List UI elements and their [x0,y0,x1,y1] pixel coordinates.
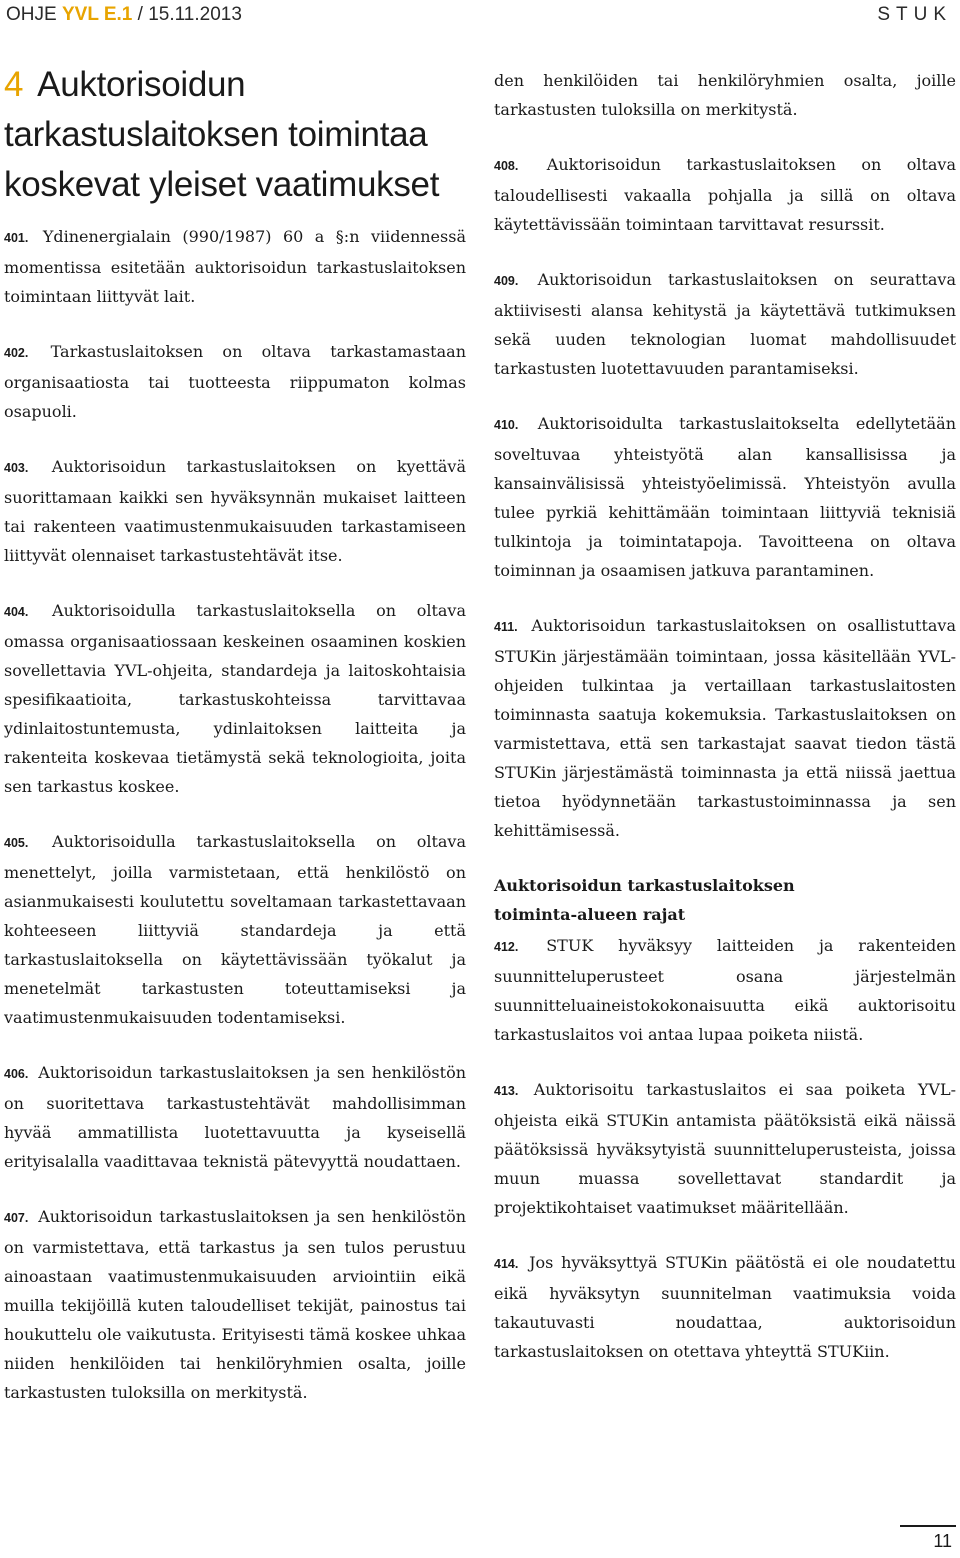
paragraph-number: 412. [494,940,519,954]
guide-date: 15.11.2013 [148,4,242,25]
footer-divider [900,1525,956,1527]
paragraph-412 [494,931,956,1049]
paragraph-406 [4,1058,466,1176]
section-title [4,60,466,210]
paragraph-407 [4,1202,466,1407]
paragraph-text: Auktorisoidulla tarkastuslaitoksella on oltava omassa organisaatiossaan keskeinen osaaminen koskien sovellettavia YVL-ohjeita, standardeja ja laitoskohtaisia spesifikaatioita, tarkastuskohteissa tarvittavaa ydinlaitostuntemusta, ydinlaitoksen laitteita ja rakenteita koskevaa tietämystä sekä teknologioita, joita sen tarkastus koskee. [4,601,466,796]
page-number: 11 [933,1531,952,1551]
paragraph-411 [494,611,956,845]
document-id [6,4,242,26]
organization-name: STUK [877,4,952,25]
paragraph-number: 401. [4,231,29,245]
section-number: 4 [4,65,24,104]
paragraph-404 [4,596,466,801]
paragraph-409 [494,265,956,383]
paragraph-number: 409. [494,274,519,288]
paragraph-number: 413. [494,1084,519,1098]
paragraph-403 [4,452,466,570]
paragraph-text: STUK hyväksyy laitteiden ja rakenteiden suunnitteluperusteet osana järjestelmän suunnitteluaineistokokonaisuutta eikä auktorisoitu tarkastuslaitos voi antaa lupaa poiketa niistä. [494,936,956,1044]
paragraph-405 [4,827,466,1032]
paragraph-number: 410. [494,418,519,432]
subsection-heading [494,871,956,929]
page-header [0,4,960,32]
paragraph-text: Auktorisoidun tarkastuslaitoksen on kyettävä suorittamaan kaikki sen hyväksynnän mukaiset laitteen tai rakenteen vaatimustenmukaisuuden tarkastamiseen liittyvät olennaiset tarkastustehtävät itse. [4,457,466,565]
right-column [494,66,956,1392]
paragraph-number: 404. [4,605,29,619]
guide-code: YVL E.1 [61,4,133,25]
paragraph-text: Jos hyväksyttyä STUKin päätöstä ei ole noudatettu eikä hyväksytyn suunnitelman vaatimuksia voida takautuvasti noudattaa, auktorisoidun tarkastuslaitoksen on otettava yhteyttä STUKiin. [494,1253,956,1361]
paragraph-number: 406. [4,1067,29,1081]
paragraph-number: 402. [4,346,29,360]
section-title-text: Auktorisoidun tarkastuslaitoksen toimintaa koskevat yleiset vaatimukset [4,65,440,204]
subsection-heading-line2: toiminta-alueen rajat [494,905,686,924]
paragraph-text: Auktorisoidulla tarkastuslaitoksella on oltava menettelyt, joilla varmistetaan, että henkilöstö on asianmukaisesti koulutettu soveltamaan tarkastettavaan kohteeseen liittyviä standardeja ja että tarkastuslaitoksella on käytettävissään työkalut ja menetelmät tarkastusten toteuttamiseksi ja vaatimustenmukaisuuden todentamiseksi. [4,832,466,1027]
paragraph-number: 407. [4,1211,29,1225]
paragraph-408 [494,150,956,239]
paragraph-410 [494,409,956,585]
paragraph-402 [4,337,466,426]
paragraph-text: Auktorisoidun tarkastuslaitoksen ja sen henkilöstön on suoritettava tarkastustehtävät mahdollisimman hyvää ammatillista luotettavuutta ja kyseisellä erityisalalla vaadittavaa teknistä pätevyyttä noudattaen. [4,1063,467,1171]
paragraph-401 [4,222,466,311]
left-column [4,60,466,1433]
paragraph-number: 408. [494,159,519,173]
paragraph-number: 414. [494,1257,519,1271]
paragraph-414 [494,1248,956,1366]
paragraph-text: Auktorisoitu tarkastuslaitos ei saa poiketa YVL-ohjeista eikä STUKin antamista päätöksistä eikä näissä päätöksissä hyväksytyistä suunnitteluperusteista, joissa muun muassa sovellettavat standardit ja projektikohtaiset vaatimukset määritellään. [494,1080,956,1217]
paragraph-text: Auktorisoidun tarkastuslaitoksen on seurattava aktiivisesti alansa kehitystä ja käytettävä tutkimuksen sekä uuden teknologian luomat mahdollisuudet tarkastusten luotettavuuden parantamiseksi. [494,270,956,378]
paragraph-number: 411. [494,620,518,634]
paragraph-413 [494,1075,956,1222]
paragraph-number: 403. [4,461,29,475]
paragraph-number: 405. [4,836,29,850]
paragraph-text: Auktorisoidun tarkastuslaitoksen on osallistuttava STUKin järjestämään toimintaan, jossa käsitellään YVL-ohjeiden tulkintaa ja vertaillaan tarkastuslaitosten toiminnasta saatuja kokemuksia. Tarkastuslaitoksen on varmistettava, että sen tarkastajat saavat tiedon tästä STUKin järjestämästä toiminnasta ja että niissä jaettua tietoa hyödynnetään tarkastustoiminnassa ja sen kehittämisessä. [494,616,956,840]
paragraph-text: Auktorisoidun tarkastuslaitoksen ja sen henkilöstön on varmistettava, että tarkastus ja sen tulos perustuu ainoastaan vaatimustenmukaisuuden arviointiin eikä muilla tekijöillä kuten taloudelliset tekijät, painostus tai houkuttelu ole vaikutusta. Erityisesti tämä koskee uhkaa niiden henkilöiden tai henkilöryhmien osalta, joille tarkastusten tuloksilla on merkitystä. [4,1207,467,1402]
guide-label: OHJE [6,4,57,25]
paragraph-text: Auktorisoidun tarkastuslaitoksen on oltava taloudellisesti vakaalla pohjalla ja sillä on oltava käytettävissään toimintaan tarvittavat resurssit. [494,155,956,234]
paragraph-text: Tarkastuslaitoksen on oltava tarkastamastaan organisaatiosta tai tuotteesta riippumaton kolmas osapuoli. [4,342,466,421]
subsection-heading-line1: Auktorisoidun tarkastuslaitoksen [494,876,795,895]
paragraph-text: Ydinenergialain (990/1987) 60 a §:n viidennessä momentissa esitetään auktorisoidun tarkastuslaitoksen toimintaan liittyvät lait. [4,227,466,306]
paragraph-407-continuation: den henkilöiden tai henkilöryhmien osalta, joille tarkastusten tuloksilla on merkitystä. [494,71,956,119]
header-separator: / [137,4,143,25]
paragraph-text: Auktorisoidulta tarkastuslaitokselta edellytetään soveltuvaa yhteistyötä alan kansallisissa ja kansainvälisissä yhteistyöelimissä. Yhteistyön avulla tulee pyrkiä kehittämään toimintaan liittyviä teknisiä tulkintoja ja toimintatapoja. Tavoitteena on oltava toiminnan ja osaamisen jatkuva parantaminen. [494,414,956,580]
